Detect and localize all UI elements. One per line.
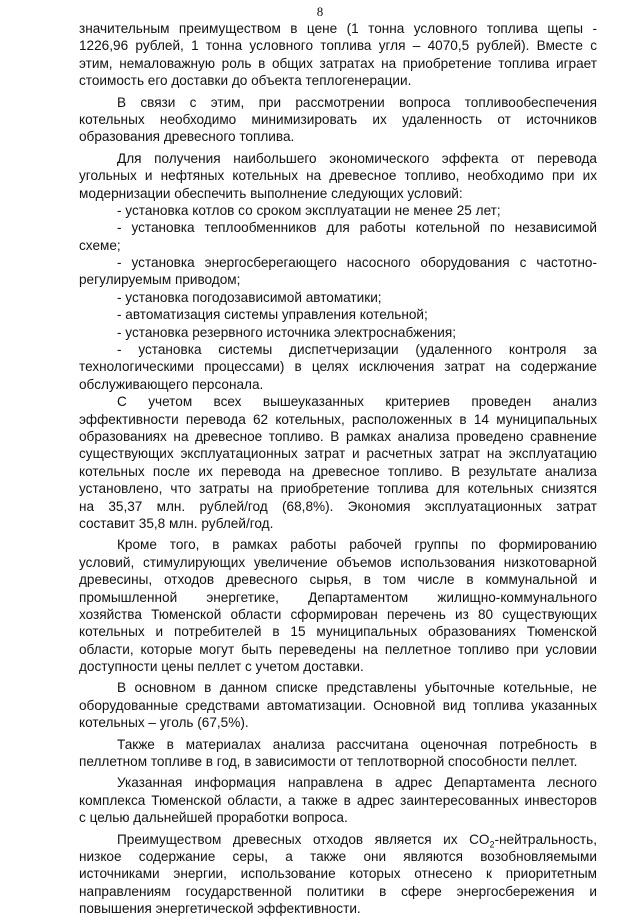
co2-tail: -нейтральность,	[494, 831, 597, 847]
list-item: - установка котлов со сроком эксплуатации не менее 25 лет;	[117, 202, 501, 218]
list-item: - установка теплообменников для работы котельной по независимой	[117, 220, 597, 236]
paragraph-line: составит 35,8 млн. рублей/год.	[79, 515, 274, 531]
page-number: 8	[316, 4, 324, 19]
paragraph-line: оборудованные средствами автоматизации. Основной вид топлива указанных	[79, 697, 597, 713]
paragraph-line: стоимость его доставки до объекта теплогенерации.	[79, 73, 412, 89]
paragraph-line: повышения энергетической эффективности.	[79, 901, 361, 917]
paragraph-line: существующих эксплуатационных затрат и расчетных затрат на эксплуатацию	[79, 446, 597, 462]
paragraph-line: В основном в данном списке представлены убыточные котельные, не	[117, 680, 597, 696]
paragraph-line: котельных необходимо минимизировать их удаленность от источников	[79, 111, 597, 127]
paragraph-line: хозяйства Тюменской области сформирован перечень из 80 существующих	[79, 606, 597, 622]
paragraph-line: котельных – уголь (67,5%).	[79, 715, 249, 731]
paragraph-line: значительным преимуществом в цене (1 тонна условного топлива щепы -	[79, 21, 597, 36]
paragraph-line: котельных после их перевода на древесное топливо. В результате анализа	[79, 463, 597, 479]
paragraph-line: угольных и нефтяных котельных на древесное топливо, необходимо при их	[79, 168, 597, 184]
paragraph-line: котельных и потребителей в 15 муниципальных образованиях Тюменской	[79, 624, 597, 640]
paragraph-line: Также в материалах анализа рассчитана оценочная потребность в	[117, 736, 597, 752]
paragraph-line: доступности цены пеллет с учетом доставки.	[79, 659, 364, 675]
paragraph-line: образования древесного топлива.	[79, 129, 295, 145]
paragraph-line: направлениям государственной политики в сфере энергосбережения и	[79, 883, 597, 899]
paragraph-line: комплекса Тюменской области, а также в адрес заинтересованных инвесторов	[79, 792, 597, 808]
paragraph-line: пеллетном топливе в год, в зависимости от теплотворной способности пеллет.	[79, 754, 578, 770]
paragraph-line: образованиях на древесное топливо. В рамках анализа проведено сравнение	[79, 428, 597, 444]
paragraph-line: Для получения наибольшего экономического эффекта от перевода	[117, 150, 597, 166]
paragraph-line: промышленной энергетике, Департаментом жилищно-коммунального	[79, 589, 597, 605]
list-item: - установка резервного источника электроснабжения;	[117, 324, 457, 340]
paragraph-line: В связи с этим, при рассмотрении вопроса топливообеспечения	[117, 94, 597, 110]
paragraph-line: низкое содержание серы, а также они являются возобновляемыми	[79, 848, 597, 864]
paragraph-line	[79, 831, 597, 848]
co2-text: Преимуществом древесных отходов является их CO	[117, 831, 490, 847]
list-item: - установка системы диспетчеризации (удаленного контроля за	[117, 342, 597, 358]
body-text	[79, 20, 597, 918]
paragraph-line: этим, немаловажную роль в общих затратах на приобретение топлива играет	[79, 55, 597, 71]
paragraph-line: с целью дальнейшей проработки вопроса.	[79, 810, 348, 826]
co2-subscript: 2	[489, 839, 495, 850]
paragraph-line: 1226,96 рублей, 1 тонна условного топлива угля – 4070,5 рублей). Вместе с	[79, 38, 597, 54]
paragraph-line: древесины, отходов древесного сырья, в том числе в коммунальной и	[79, 572, 597, 588]
list-item-continuation: регулируемым приводом;	[79, 272, 241, 288]
list-item-continuation: технологическими процессами) в целях исключения затрат на содержание	[79, 359, 597, 375]
paragraph-line: Указанная информация направлена в адрес Департамента лесного	[117, 775, 597, 791]
paragraph-line: Кроме того, в рамках работы рабочей группы по формированию	[117, 537, 597, 553]
list-item-continuation: обслуживающего персонала.	[79, 376, 264, 392]
list-item: - установка энергосберегающего насосного оборудования с частотно-	[117, 255, 597, 271]
paragraph-line: эффективности перевода 62 котельных, расположенных в 14 муниципальных	[79, 411, 597, 427]
list-item: - автоматизация системы управления котельной;	[117, 307, 428, 323]
paragraph-line: области, которые могут быть переведены на пеллетное топливо при условии	[79, 641, 597, 657]
paragraph-line: установлено, что затраты на приобретение топлива для котельных снизятся	[79, 481, 597, 497]
list-item: - установка погодозависимой автоматики;	[117, 289, 382, 305]
paragraph-line: источниками энергии, использование которых отнесено к приоритетным	[79, 866, 597, 882]
paragraph-line: на 35,37 млн. рублей/год (68,8%). Экономия эксплуатационных затрат	[79, 498, 597, 514]
paragraph-line: С учетом всех вышеуказанных критериев проведен анализ	[117, 394, 597, 410]
paragraph-line: модернизации обеспечить выполнение следующих условий:	[79, 185, 463, 201]
paragraph-line: условий, стимулирующих увеличение объемов использования низкотоварной	[79, 554, 597, 570]
list-item-continuation: схеме;	[79, 237, 121, 253]
